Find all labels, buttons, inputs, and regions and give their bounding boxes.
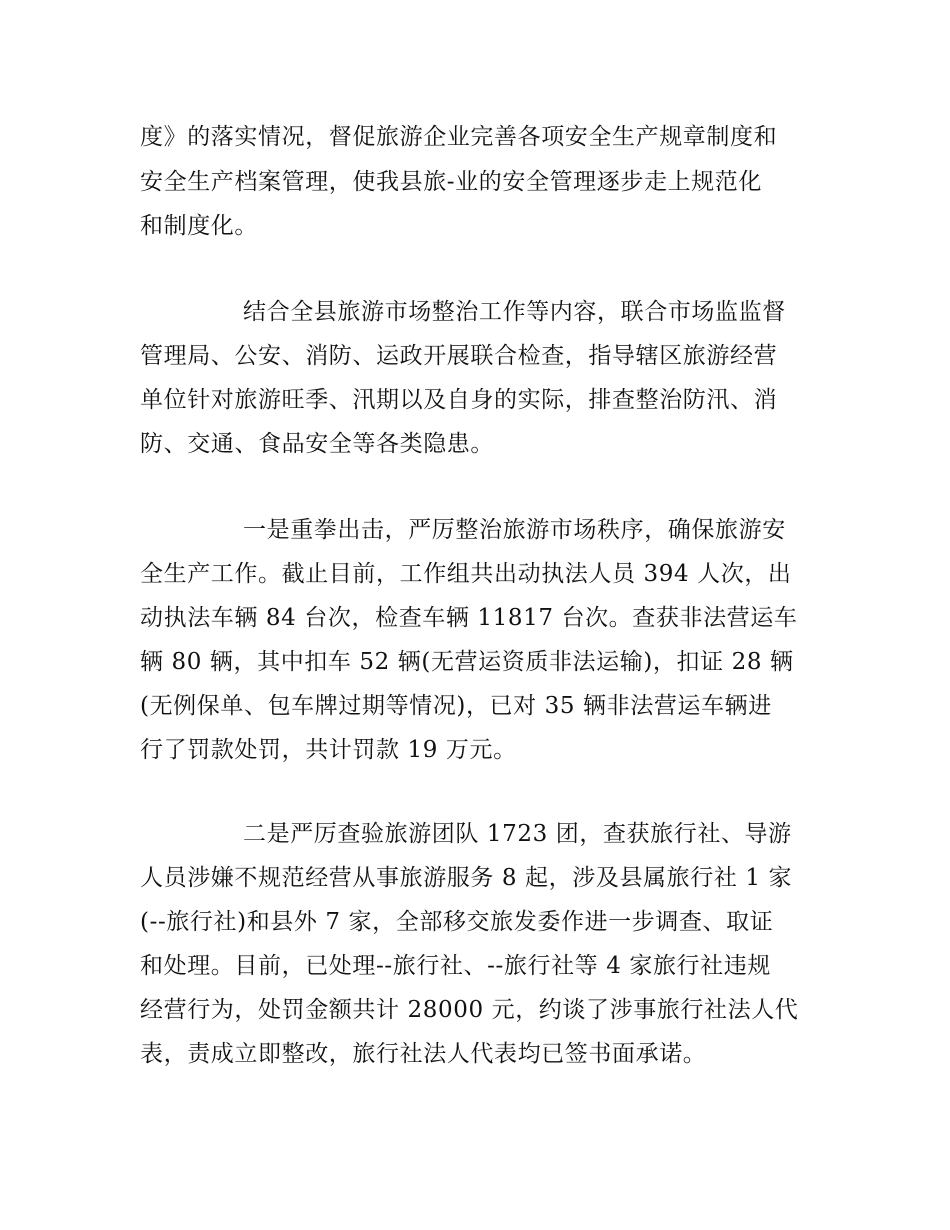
text-line: 管理局、公安、消防、运政开展联合检查，指导辖区旅游经营 [140,343,778,369]
text-line: 一是重拳出击，严厉整治旅游市场秩序，确保旅游安 [243,517,786,543]
text-line: 经营行为，处罚金额共计 28000 元，约谈了涉事旅行社法人代 [140,997,799,1023]
text-line: 动执法车辆 84 台次，检查车辆 11817 台次。查获非法营运车 [140,605,798,631]
text-line: 防、交通、食品安全等各类隐患。 [140,431,494,457]
text-line: 和处理。目前，已处理--旅行社、--旅行社等 4 家旅行社违规 [140,953,771,979]
text-line: 全生产工作。截止目前，工作组共出动执法人员 394 人次，出 [140,561,792,587]
text-line: 辆 80 辆，其中扣车 52 辆(无营运资质非法运输)，扣证 28 辆 [140,649,794,675]
text-line: 人员涉嫌不规范经营从事旅游服务 8 起，涉及县属旅行社 1 家 [140,865,793,891]
text-line: (--旅行社)和县外 7 家，全部移交旅发委作进一步调查、取证 [140,909,774,935]
text-line: (无例保单、包车牌过期等情况)，已对 35 辆非法营运车辆进 [140,693,772,719]
text-line: 表，责成立即整改，旅行社法人代表均已签书面承诺。 [140,1041,707,1067]
text-line: 安全生产档案管理，使我县旅-业的安全管理逐步走上规范化 [140,169,762,195]
text-line: 行了罚款处罚，共计罚款 19 万元。 [140,737,517,763]
text-line: 二是严厉查验旅游团队 1723 团，查获旅行社、导游 [243,821,792,847]
text-line: 和制度化。 [140,213,258,239]
text-line: 单位针对旅游旺季、汛期以及自身的实际，排查整治防汛、消 [140,387,778,413]
text-line: 结合全县旅游市场整治工作等内容，联合市场监监督 [243,299,786,325]
text-line: 度》的落实情况，督促旅游企业完善各项安全生产规章制度和 [140,124,778,150]
